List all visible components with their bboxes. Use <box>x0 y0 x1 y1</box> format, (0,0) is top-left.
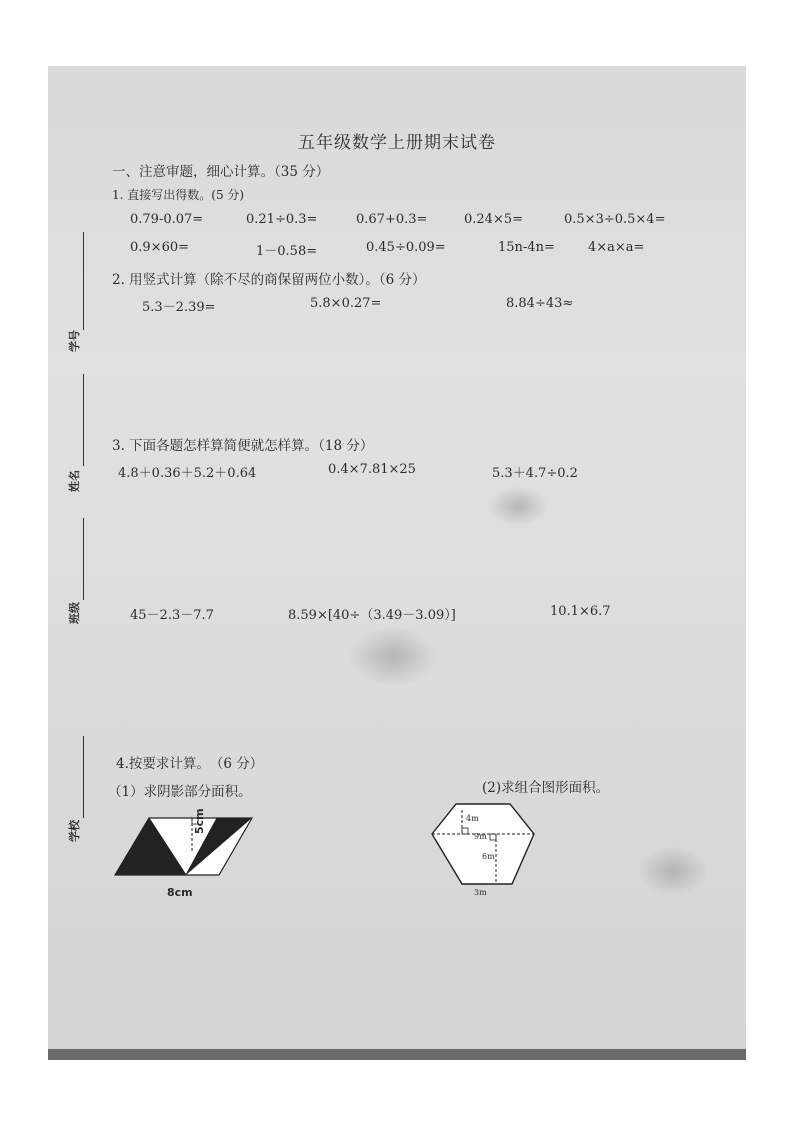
paper-edge-shadow <box>48 1049 746 1060</box>
bottom-edge-label: 3m <box>474 888 487 897</box>
question-1-label: 1. 直接写出得数。(5 分) <box>112 188 245 202</box>
question-3-label: 3. 下面各题怎样算简便就怎样算。（18 分） <box>112 438 374 454</box>
student-no-line <box>83 232 84 330</box>
bottom-height-label: 6m <box>482 852 495 861</box>
height-label: 5cm <box>193 808 206 834</box>
class-label: 班级 <box>68 602 81 624</box>
class-line <box>83 518 84 600</box>
pentagon-outline <box>432 804 534 884</box>
simplify-item: 0.4×7.81×25 <box>328 462 416 477</box>
oral-item: 15n-4n= <box>498 240 555 255</box>
question-4-part-1: （1）求阴影部分面积。 <box>108 784 252 800</box>
oral-item: 0.45÷0.09= <box>366 240 446 255</box>
simplify-item: 5.3＋4.7÷0.2 <box>492 466 578 481</box>
oral-item: 0.24×5= <box>464 212 524 227</box>
shaded-area-figure <box>110 812 260 882</box>
name-label: 姓名 <box>68 470 81 492</box>
question-4-label: 4.按要求计算。 （6 分） <box>116 756 264 772</box>
simplify-item: 4.8＋0.36＋5.2＋0.64 <box>118 466 257 481</box>
paper-crease <box>348 626 438 686</box>
oral-item: 0.9×60= <box>130 240 190 255</box>
oral-item: 0.79-0.07= <box>130 212 204 227</box>
oral-item: 4×a×a= <box>588 240 645 255</box>
simplify-item: 45－2.3－7.7 <box>130 608 214 623</box>
oral-item: 1－0.58= <box>256 244 318 259</box>
name-line <box>83 374 84 466</box>
paper-crease <box>638 846 708 896</box>
simplify-item: 10.1×6.7 <box>550 604 611 619</box>
composite-shape-figure <box>428 800 540 892</box>
section-heading: 一、注意审题，细心计算。（35 分） <box>112 164 330 180</box>
vertical-calc-item: 5.8×0.27= <box>310 296 382 311</box>
base-label: 8cm <box>167 886 193 899</box>
student-no-label: 学号 <box>68 330 81 352</box>
paper-crease <box>488 486 548 526</box>
vertical-calc-item: 8.84÷43≈ <box>506 296 574 311</box>
oral-item: 0.5×3÷0.5×4= <box>564 212 666 227</box>
diagonal-label: 9m <box>474 832 487 841</box>
question-4-part-2: (2)求组合图形面积。 <box>482 780 610 796</box>
school-label: 学校 <box>68 820 81 842</box>
oral-item: 0.21÷0.3= <box>246 212 318 227</box>
page-title: 五年级数学上册期末试卷 <box>298 133 496 153</box>
school-line <box>83 736 84 818</box>
oral-item: 0.67+0.3= <box>356 212 428 227</box>
question-2-label: 2. 用竖式计算（除不尽的商保留两位小数）。（6 分） <box>112 272 426 288</box>
vertical-calc-item: 5.3－2.39= <box>142 300 216 315</box>
top-height-label: 4m <box>466 814 479 823</box>
simplify-item: 8.59×[40÷（3.49－3.09）] <box>288 608 456 623</box>
